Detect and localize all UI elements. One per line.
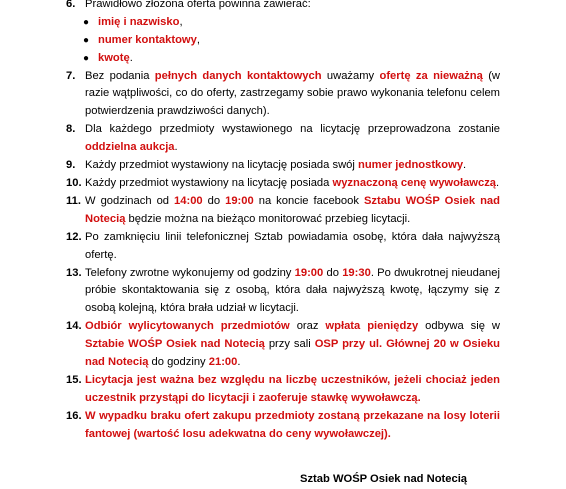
list-item-15 [0,372,566,408]
highlight-text: 14:00 [174,194,203,207]
item-text: Prawidłowo złożona oferta powinna zawierać: [85,0,311,10]
highlight-text: ofertę za nieważną [379,69,483,82]
item-number: 15. [66,373,82,386]
item-number: 7. [66,69,76,82]
bullet-icon: ● [83,16,90,28]
item-number: 8. [66,123,76,136]
highlight-text: wyznaczoną cenę wywoławczą [332,177,497,190]
highlight-text: 19:30 [342,266,371,279]
bullet-text: numer kontaktowy [98,33,197,46]
item-number: 12. [66,230,82,243]
highlight-text: oddzielna aukcja [85,141,175,154]
bullet-text: kwotę [98,51,130,64]
list-item-14: 14. Odbiór wylicytowanych przedmiotów oraz wpłata pieniędzy odbywa się w Sztabie WOŚP Osiek nad Notecią przy sali OSP przy ul. Głównej 20 w Osieku nad Notecią do godziny 21:00. [66,320,501,369]
highlight-text: Sztabu WOŚP Osiek nad Notecią [85,194,500,225]
list-item-9: 9. Każdy przedmiot wystawiony na licytację posiada swój numer jednostkowy. [0,157,566,175]
item-number: 11. [66,194,81,207]
list-item-12: 12. Po zamknięciu linii telefonicznej Sztab powiadamia osobę, która dała najwyższą ofertę. [66,230,500,261]
list-item-6 [0,0,566,14]
item-number: 6. [66,0,76,10]
list-item-16 [0,408,566,444]
list-item-13: 13. Telefony zwrotne wykonujemy od godziny 19:00 do 19:30. Po dwukrotnej nieudanej próbie skontaktowania się z osobą, która dała najwyższą kwotę, łączymy się z osobą kolejną, która brała udział w licytacji. [66,266,500,315]
bullet-item: ● imię i nazwisko, [0,14,566,32]
highlight-text: 21:00 [208,356,238,369]
item-number: 14. [66,320,82,333]
highlight-text: 19:00 [294,266,324,279]
highlight-text: 19:00 [225,194,254,207]
highlight-text: Licytacja jest ważna bez względu na liczbę uczestników, jeżeli chociaż jeden uczestnik przystąpi do licytacji i zaoferuje stawkę wywoławczą. [85,373,500,404]
item-number: 9. [66,159,76,172]
list-item-10: 10. Każdy przedmiot wystawiony na licytację posiada wyznaczoną cenę wywoławczą. [0,175,566,193]
highlight-text: W wypadku braku ofert zakupu przedmioty zostaną przekazane na losy loterii fantowej (wartość losu adekwatna do ceny wywoławczej). [85,409,500,440]
bullet-icon: ● [83,34,90,46]
highlight-text: wpłata pieniędzy [325,320,419,333]
item-number: 16. [66,409,82,422]
highlight-text: Odbiór wylicytowanych przedmiotów [85,320,290,333]
highlight-text: OSP przy ul. Głównej 20 w Osieku nad Notecią [85,338,501,369]
item-number: 13. [66,266,82,279]
highlight-text: pełnych danych kontaktowych [154,69,322,82]
bullet-item: ● numer kontaktowy, [0,32,566,50]
item-number: 10. [66,177,82,190]
highlight-text: Sztabie WOŚP Osiek nad Notecią [85,338,265,351]
list-item-7: 7. Bez podania pełnych danych kontaktowych uważamy ofertę za nieważną (w razie wątpliwości, co do oferty, zastrzegamy sobie prawo wykonania telefonu celem potwierdzenia prawdziwości danych). [66,69,500,118]
signature-footer: Sztab WOŚP Osiek nad Notecią [300,473,468,485]
bullet-text: imię i nazwisko [98,15,180,28]
list-item-11: 11. W godzinach od 14:00 do 19:00 na koncie facebook Sztabu WOŚP Osiek nad Notecią będzie można na bieżąco monitorować przebieg licytacji. [66,194,500,225]
list-item-8: 8. Dla każdego przedmioty wystawionego na licytację przeprowadzona zostanie oddzielna aukcja. [66,123,500,154]
bullet-item: ● kwotę. [0,50,566,68]
bullet-icon: ● [83,52,90,64]
highlight-text: numer jednostkowy [357,159,464,172]
